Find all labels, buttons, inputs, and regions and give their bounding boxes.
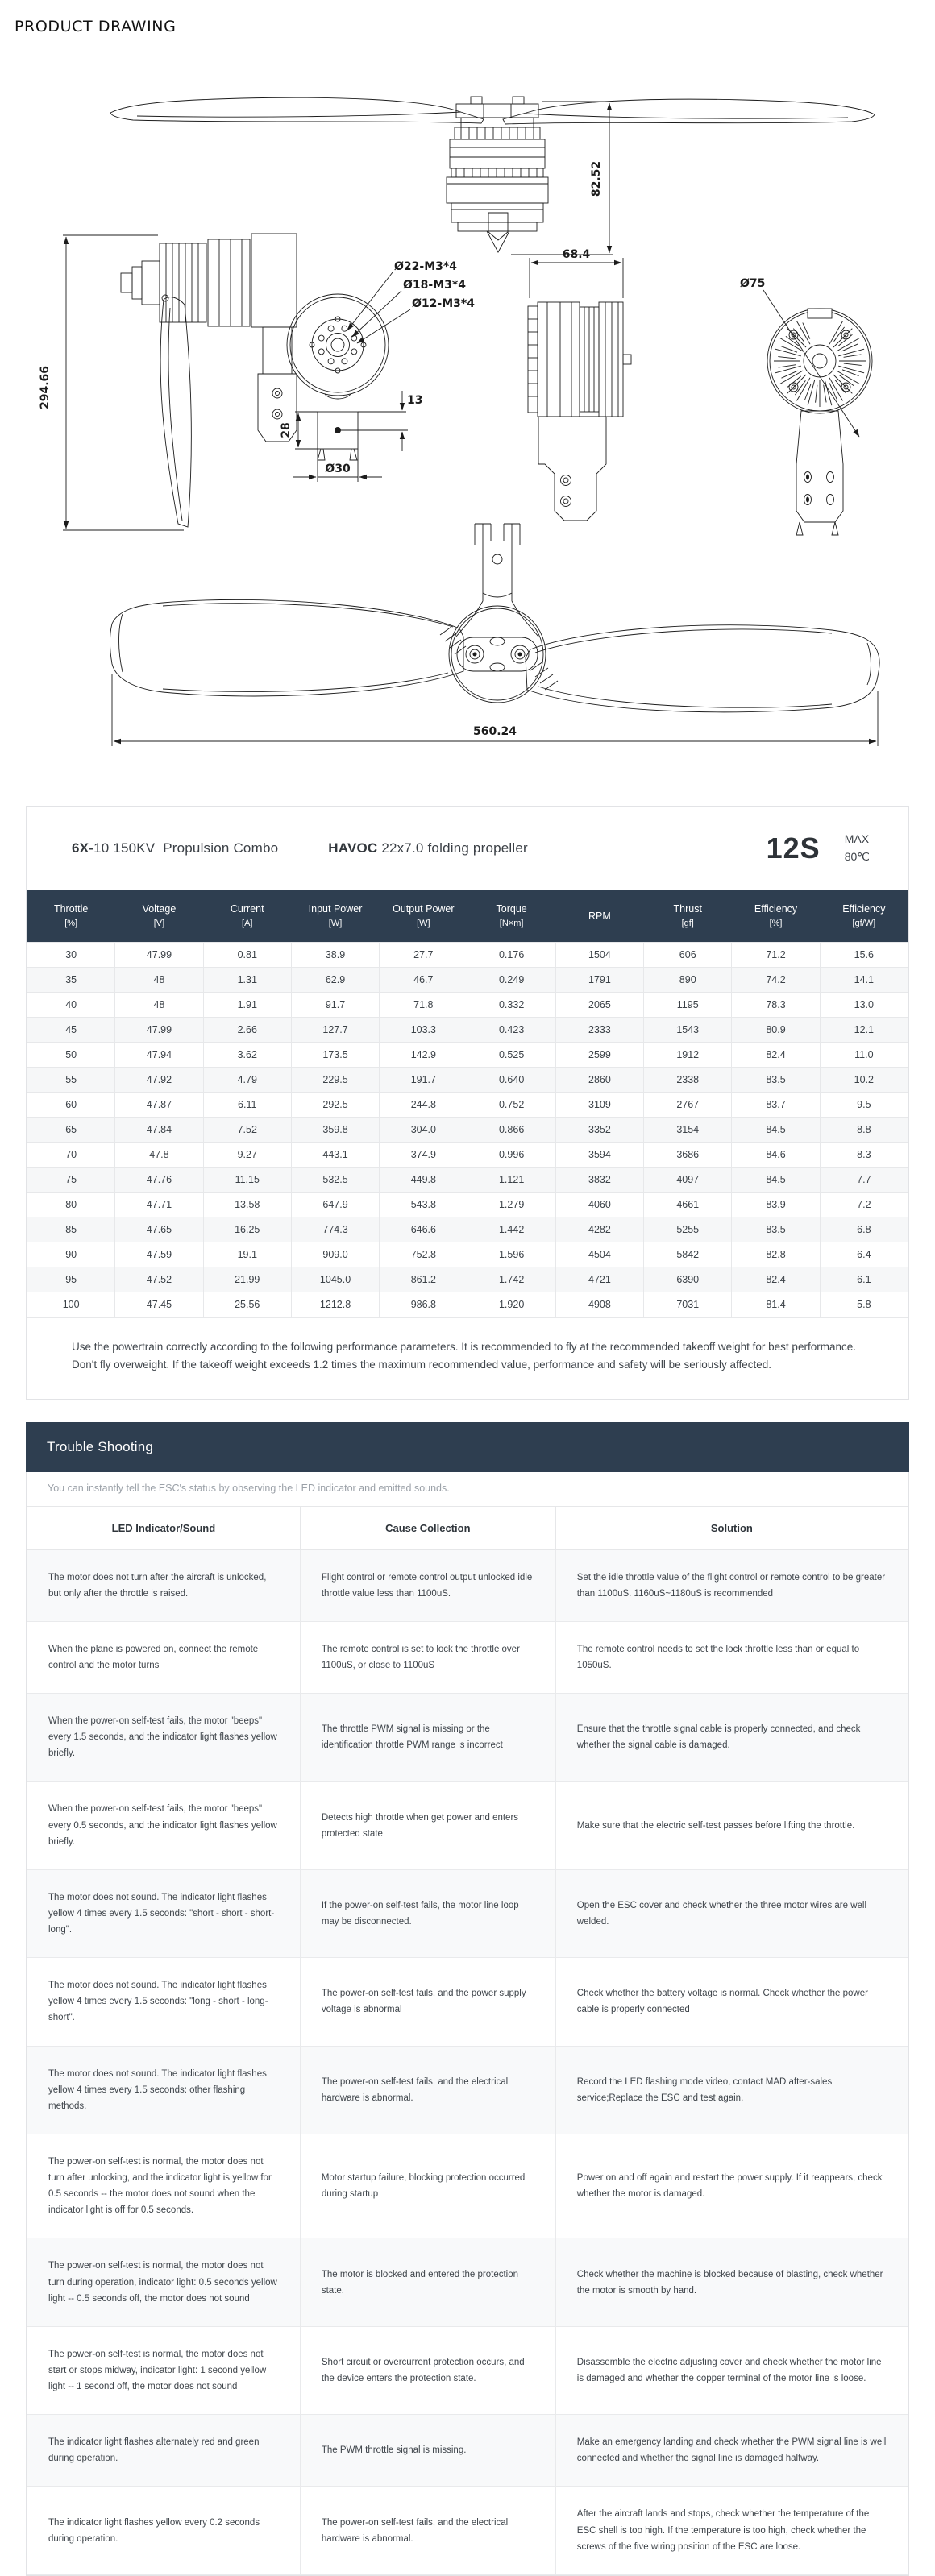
dim-hole-circle-12: Ø12-M3*4: [412, 297, 475, 310]
perf-cell: 4282: [555, 1217, 643, 1242]
perf-cell: 0.249: [468, 968, 555, 993]
perf-cell: 8.8: [820, 1118, 908, 1143]
perf-cell: 861.2: [380, 1267, 468, 1292]
perf-cell: 95: [27, 1267, 115, 1292]
perf-col-header: Voltage [V]: [115, 890, 203, 943]
perf-cell: 47.52: [115, 1267, 203, 1292]
perf-cell: 2333: [555, 1018, 643, 1043]
trouble-cell: The motor does not turn after the aircraft is unlocked, but only after the throttle is raised.: [27, 1549, 301, 1621]
perf-cell: 62.9: [291, 968, 379, 993]
perf-cell: 13.58: [203, 1193, 291, 1217]
perf-cell: 449.8: [380, 1168, 468, 1193]
trouble-cell: The indicator light flashes yellow every 0.2 seconds during operation.: [27, 2487, 301, 2574]
perf-cell: 48: [115, 968, 203, 993]
trouble-row: [27, 2046, 908, 2134]
perf-cell: 4097: [644, 1168, 732, 1193]
perf-cell: 244.8: [380, 1093, 468, 1118]
trouble-cell: The power-on self-test fails, and the electrical hardware is abnormal.: [300, 2046, 555, 2134]
trouble-cell: Flight control or remote control output unlocked idle throttle value less than 1100uS.: [300, 1549, 555, 1621]
battery-rating: 12S: [766, 832, 821, 865]
rating-block: [767, 831, 870, 865]
perf-cell: 40: [27, 993, 115, 1018]
perf-cell: 7.52: [203, 1118, 291, 1143]
trouble-row: [27, 1958, 908, 2046]
dim-folded-length: 294.66: [39, 365, 52, 410]
perf-cell: 45: [27, 1018, 115, 1043]
perf-cell: 1212.8: [291, 1292, 379, 1317]
perf-cell: 646.6: [380, 1217, 468, 1242]
perf-cell: 47.84: [115, 1118, 203, 1143]
perf-cell: 47.92: [115, 1068, 203, 1093]
perf-cell: 6.8: [820, 1217, 908, 1242]
trouble-cell: The motor does not sound. The indicator light flashes yellow 4 times every 1.5 seconds: other flashing methods.: [27, 2046, 301, 2134]
trouble-cell: Motor startup failure, blocking protection occurred during startup: [300, 2134, 555, 2238]
perf-cell: 0.525: [468, 1043, 555, 1068]
perf-cell: 82.4: [732, 1043, 820, 1068]
perf-cell: 16.25: [203, 1217, 291, 1242]
performance-table-body: [27, 943, 908, 1317]
perf-row: [27, 1118, 908, 1143]
perf-row: [27, 1068, 908, 1093]
perf-cell: 78.3: [732, 993, 820, 1018]
perf-cell: 83.5: [732, 1068, 820, 1093]
perf-cell: 84.5: [732, 1168, 820, 1193]
perf-cell: 8.3: [820, 1143, 908, 1168]
perf-cell: 1912: [644, 1043, 732, 1068]
trouble-cell: Make an emergency landing and check whether the PWM signal line is well connected and whether the signal line is damaged halfway.: [555, 2415, 908, 2487]
perf-row: [27, 1267, 908, 1292]
trouble-cell: Record the LED flashing mode video, contact MAD after-sales service;Replace the ESC and test again.: [555, 2046, 908, 2134]
perf-cell: 6.1: [820, 1267, 908, 1292]
perf-cell: 47.8: [115, 1143, 203, 1168]
perf-cell: 25.56: [203, 1292, 291, 1317]
trouble-cell: The motor does not sound. The indicator light flashes yellow 4 times every 1.5 seconds: "short - short - short-long".: [27, 1869, 301, 1957]
perf-cell: 90: [27, 1242, 115, 1267]
motor-side-view: [528, 258, 631, 521]
perf-cell: 5.8: [820, 1292, 908, 1317]
perf-cell: 532.5: [291, 1168, 379, 1193]
perf-cell: 15.6: [820, 943, 908, 968]
perf-cell: 1195: [644, 993, 732, 1018]
perf-cell: 27.7: [380, 943, 468, 968]
trouble-cell: Set the idle throttle value of the flight control or remote control to be greater than 1100uS. 1160uS~1180uS is recommended: [555, 1549, 908, 1621]
perf-cell: 0.176: [468, 943, 555, 968]
perf-cell: 3832: [555, 1168, 643, 1193]
combo-label: Propulsion Combo: [163, 840, 279, 856]
perf-cell: 0.332: [468, 993, 555, 1018]
perf-cell: 2338: [644, 1068, 732, 1093]
propeller-name-bold: HAVOC: [328, 840, 378, 856]
perf-row: [27, 1168, 908, 1193]
perf-row: [27, 1217, 908, 1242]
trouble-row: [27, 1694, 908, 1782]
perf-cell: 100: [27, 1292, 115, 1317]
perf-cell: 85: [27, 1217, 115, 1242]
perf-cell: 47.99: [115, 1018, 203, 1043]
mount-top-view: [287, 272, 410, 482]
dim-side-height: 82.52: [590, 160, 603, 197]
perf-cell: 2065: [555, 993, 643, 1018]
performance-table-head: [27, 890, 908, 943]
dim-folded-span: 560.24: [472, 725, 517, 738]
perf-cell: 2599: [555, 1043, 643, 1068]
perf-cell: 6.4: [820, 1242, 908, 1267]
perf-cell: 1.596: [468, 1242, 555, 1267]
performance-table: [27, 890, 908, 1317]
perf-cell: 46.7: [380, 968, 468, 993]
perf-cell: 50: [27, 1043, 115, 1068]
perf-cell: 304.0: [380, 1118, 468, 1143]
perf-cell: 3154: [644, 1118, 732, 1143]
trouble-row: [27, 2238, 908, 2326]
perf-row: [27, 1018, 908, 1043]
perf-cell: 21.99: [203, 1267, 291, 1292]
perf-cell: 91.7: [291, 993, 379, 1018]
trouble-row: [27, 2415, 908, 2487]
folded-top-view: [110, 524, 879, 746]
propeller-name-rest: 22x7.0 folding propeller: [381, 840, 528, 856]
perf-col-header: Current [A]: [203, 890, 291, 943]
perf-cell: 9.27: [203, 1143, 291, 1168]
perf-cell: 83.7: [732, 1093, 820, 1118]
trouble-cell: Power on and off again and restart the power supply. If it reappears, check whether the motor is damaged.: [555, 2134, 908, 2238]
perf-cell: 909.0: [291, 1242, 379, 1267]
perf-cell: 752.8: [380, 1242, 468, 1267]
max-temp-block: [845, 831, 870, 865]
perf-cell: 2860: [555, 1068, 643, 1093]
perf-cell: 9.5: [820, 1093, 908, 1118]
perf-row: [27, 1193, 908, 1217]
motor-bottom-view: [763, 290, 872, 535]
perf-col-header: Efficiency [%]: [732, 890, 820, 943]
perf-cell: 443.1: [291, 1143, 379, 1168]
perf-cell: 83.9: [732, 1193, 820, 1217]
perf-cell: 3109: [555, 1093, 643, 1118]
perf-cell: 38.9: [291, 943, 379, 968]
usage-note: Use the powertrain correctly according to the following performance parameters. It is recommended to fly at the recommended takeoff weight for best performance. Don't fly overweight. If the takeoff weight exceeds 1.2 times the maximum recommended value, performance and safety will be seriously affected.: [27, 1317, 908, 1399]
perf-cell: 74.2: [732, 968, 820, 993]
perf-cell: 142.9: [380, 1043, 468, 1068]
perf-cell: 2767: [644, 1093, 732, 1118]
perf-cell: 1.442: [468, 1217, 555, 1242]
perf-cell: 4661: [644, 1193, 732, 1217]
dim-motor-diameter: Ø75: [740, 277, 766, 290]
perf-col-header: Input Power [W]: [291, 890, 379, 943]
perf-col-header: Torque [N×m]: [468, 890, 555, 943]
trouble-cell: The indicator light flashes alternately red and green during operation.: [27, 2415, 301, 2487]
perf-cell: 0.81: [203, 943, 291, 968]
perf-cell: 10.2: [820, 1068, 908, 1093]
motor-name-rest: 10 150KV: [94, 840, 156, 856]
perf-row: [27, 943, 908, 968]
combo-header: [27, 807, 908, 890]
perf-row: [27, 1093, 908, 1118]
page-title: PRODUCT DRAWING: [15, 18, 177, 35]
perf-cell: 6390: [644, 1267, 732, 1292]
trouble-cell: The power-on self-test fails, and the power supply voltage is abnormal: [300, 1958, 555, 2046]
perf-cell: 47.45: [115, 1292, 203, 1317]
trouble-cell: Make sure that the electric self-test passes before lifting the throttle.: [555, 1782, 908, 1869]
perf-cell: 1.742: [468, 1267, 555, 1292]
perf-cell: 1.91: [203, 993, 291, 1018]
perf-cell: 6.11: [203, 1093, 291, 1118]
perf-cell: 12.1: [820, 1018, 908, 1043]
dim-hub-offset: 13: [407, 394, 423, 407]
trouble-cell: The power-on self-test fails, and the electrical hardware is abnormal.: [300, 2487, 555, 2574]
perf-cell: 80: [27, 1193, 115, 1217]
perf-cell: 1.121: [468, 1168, 555, 1193]
perf-cell: 103.3: [380, 1018, 468, 1043]
dim-hole-circle-18: Ø18-M3*4: [403, 279, 466, 292]
trouble-row: [27, 2487, 908, 2574]
trouble-cell: Disassemble the electric adjusting cover and check whether the motor line is damaged and whether the copper terminal of the motor line is loose.: [555, 2326, 908, 2414]
perf-cell: 1.920: [468, 1292, 555, 1317]
motor-name-bold: 6X-: [72, 840, 94, 856]
perf-cell: 4908: [555, 1292, 643, 1317]
perf-row: [27, 1043, 908, 1068]
perf-cell: 11.15: [203, 1168, 291, 1193]
perf-cell: 47.59: [115, 1242, 203, 1267]
folded-side-view: [63, 234, 297, 530]
trouble-cell: The motor is blocked and entered the protection state.: [300, 2238, 555, 2326]
trouble-cell: The motor does not sound. The indicator light flashes yellow 4 times every 1.5 seconds: "long - short - long-short".: [27, 1958, 301, 2046]
trouble-header-row: [27, 1506, 908, 1549]
perf-cell: 3.62: [203, 1043, 291, 1068]
trouble-cell: Ensure that the throttle signal cable is properly connected, and check whether the signal cable is damaged.: [555, 1694, 908, 1782]
perf-cell: 374.9: [380, 1143, 468, 1168]
perf-cell: 4060: [555, 1193, 643, 1217]
perf-cell: 82.8: [732, 1242, 820, 1267]
perf-cell: 80.9: [732, 1018, 820, 1043]
perf-row: [27, 1292, 908, 1317]
trouble-cell: The power-on self-test is normal, the motor does not turn after unlocking, and the indicator light is yellow for 0.5 seconds -- the motor does not sound when the indicator light is off for 0.5 seconds.: [27, 2134, 301, 2238]
perf-cell: 55: [27, 1068, 115, 1093]
perf-col-header: Thrust [gf]: [644, 890, 732, 943]
perf-cell: 71.8: [380, 993, 468, 1018]
perf-cell: 65: [27, 1118, 115, 1143]
perf-cell: 3352: [555, 1118, 643, 1143]
dim-hole-circle-22: Ø22-M3*4: [394, 260, 457, 273]
perf-col-header: Throttle [%]: [27, 890, 115, 943]
perf-cell: 47.94: [115, 1043, 203, 1068]
trouble-table-body: [27, 1549, 908, 2574]
perf-cell: 84.5: [732, 1118, 820, 1143]
perf-cell: 127.7: [291, 1018, 379, 1043]
motor-name: [72, 840, 278, 857]
perf-cell: 47.76: [115, 1168, 203, 1193]
trouble-row: [27, 1621, 908, 1693]
perf-cell: 1045.0: [291, 1267, 379, 1292]
perf-cell: 0.423: [468, 1018, 555, 1043]
perf-row: [27, 993, 908, 1018]
trouble-col-header: Cause Collection: [300, 1506, 555, 1549]
perf-cell: 4721: [555, 1267, 643, 1292]
perf-cell: 5255: [644, 1217, 732, 1242]
perf-cell: 191.7: [380, 1068, 468, 1093]
perf-cell: 4504: [555, 1242, 643, 1267]
perf-cell: 0.640: [468, 1068, 555, 1093]
perf-cell: 70: [27, 1143, 115, 1168]
performance-box: [26, 806, 909, 1400]
max-temp: 80℃: [844, 850, 870, 863]
perf-cell: 11.0: [820, 1043, 908, 1068]
perf-row: [27, 1143, 908, 1168]
perf-cell: 1791: [555, 968, 643, 993]
perf-cell: 48: [115, 993, 203, 1018]
trouble-cell: The remote control needs to set the lock throttle less than or equal to 1050uS.: [555, 1621, 908, 1693]
perf-cell: 2.66: [203, 1018, 291, 1043]
trouble-row: [27, 2326, 908, 2414]
side-view-assembly: [110, 97, 875, 255]
perf-cell: 5842: [644, 1242, 732, 1267]
trouble-cell: After the aircraft lands and stops, check whether the temperature of the ESC shell is too high. If the temperature is too high, check whether the screws of the five wiring position of the ESC are loose.: [555, 2487, 908, 2574]
perf-cell: 647.9: [291, 1193, 379, 1217]
perf-cell: 986.8: [380, 1292, 468, 1317]
trouble-row: [27, 1782, 908, 1869]
perf-cell: 0.866: [468, 1118, 555, 1143]
perf-col-header: Output Power [W]: [380, 890, 468, 943]
trouble-row: [27, 1549, 908, 1621]
perf-cell: 229.5: [291, 1068, 379, 1093]
propeller-name: [328, 840, 528, 857]
perf-cell: 0.996: [468, 1143, 555, 1168]
perf-cell: 71.2: [732, 943, 820, 968]
trouble-cell: Short circuit or overcurrent protection occurs, and the device enters the protection state.: [300, 2326, 555, 2414]
trouble-shooting-box: [26, 1472, 909, 2576]
trouble-cell: The power-on self-test is normal, the motor does not start or stops midway, indicator light: 1 second yellow light -- 1 second off, the motor does not sound: [27, 2326, 301, 2414]
trouble-cell: When the power-on self-test fails, the motor "beeps" every 0.5 seconds, and the indicator light flashes yellow briefly.: [27, 1782, 301, 1869]
trouble-table-head: [27, 1506, 908, 1549]
trouble-cell: When the power-on self-test fails, the motor "beeps" every 1.5 seconds, and the indicator light flashes yellow briefly.: [27, 1694, 301, 1782]
perf-cell: 0.752: [468, 1093, 555, 1118]
perf-cell: 359.8: [291, 1118, 379, 1143]
trouble-cell: Check whether the machine is blocked because of blasting, check whether the motor is smooth by hand.: [555, 2238, 908, 2326]
perf-cell: 1504: [555, 943, 643, 968]
trouble-cell: The power-on self-test is normal, the motor does not turn during operation, indicator light: 0.5 seconds yellow light -- 0.5 seconds off, the motor does not sound: [27, 2238, 301, 2326]
perf-cell: 83.5: [732, 1217, 820, 1242]
perf-cell: 4.79: [203, 1068, 291, 1093]
perf-cell: 82.4: [732, 1267, 820, 1292]
product-drawing: [0, 29, 935, 794]
perf-cell: 13.0: [820, 993, 908, 1018]
perf-col-header: Efficiency [gf/W]: [820, 890, 908, 943]
trouble-cell: The remote control is set to lock the throttle over 1100uS, or close to 1100uS: [300, 1621, 555, 1693]
trouble-col-header: LED Indicator/Sound: [27, 1506, 301, 1549]
trouble-cell: The PWM throttle signal is missing.: [300, 2415, 555, 2487]
trouble-cell: Check whether the battery voltage is normal. Check whether the power cable is properly connected: [555, 1958, 908, 2046]
perf-cell: 173.5: [291, 1043, 379, 1068]
trouble-cell: Detects high throttle when get power and enters protected state: [300, 1782, 555, 1869]
perf-cell: 543.8: [380, 1193, 468, 1217]
perf-cell: 1.31: [203, 968, 291, 993]
trouble-cell: If the power-on self-test fails, the motor line loop may be disconnected.: [300, 1869, 555, 1957]
perf-col-header: RPM: [555, 890, 643, 943]
perf-cell: 35: [27, 968, 115, 993]
perf-cell: 30: [27, 943, 115, 968]
perf-cell: 19.1: [203, 1242, 291, 1267]
trouble-intro: You can instantly tell the ESC's status by observing the LED indicator and emitted sounds.: [48, 1482, 450, 1494]
perf-cell: 7031: [644, 1292, 732, 1317]
perf-cell: 60: [27, 1093, 115, 1118]
perf-cell: 47.65: [115, 1217, 203, 1242]
dim-clamp-diameter: Ø30: [325, 463, 351, 475]
perf-row: [27, 1242, 908, 1267]
trouble-shooting-title: Trouble Shooting: [26, 1422, 909, 1472]
perf-cell: 47.99: [115, 943, 203, 968]
trouble-col-header: Solution: [555, 1506, 908, 1549]
perf-cell: 47.71: [115, 1193, 203, 1217]
perf-row: [27, 968, 908, 993]
perf-cell: 7.2: [820, 1193, 908, 1217]
perf-cell: 774.3: [291, 1217, 379, 1242]
trouble-row: [27, 1869, 908, 1957]
perf-cell: 3686: [644, 1143, 732, 1168]
dim-clamp-height: 28: [280, 422, 293, 438]
perf-cell: 606: [644, 943, 732, 968]
trouble-table: [27, 1506, 908, 2575]
max-label: MAX: [844, 832, 870, 846]
perf-cell: 7.7: [820, 1168, 908, 1193]
performance-header-row: [27, 890, 908, 943]
perf-cell: 1.279: [468, 1193, 555, 1217]
perf-cell: 47.87: [115, 1093, 203, 1118]
trouble-cell: The throttle PWM signal is missing or the identification throttle PWM range is incorrect: [300, 1694, 555, 1782]
perf-cell: 81.4: [732, 1292, 820, 1317]
perf-cell: 3594: [555, 1143, 643, 1168]
dim-motor-width: 68.4: [562, 248, 591, 261]
perf-cell: 890: [644, 968, 732, 993]
trouble-cell: Open the ESC cover and check whether the three motor wires are well welded.: [555, 1869, 908, 1957]
perf-cell: 14.1: [820, 968, 908, 993]
perf-cell: 84.6: [732, 1143, 820, 1168]
trouble-cell: When the plane is powered on, connect the remote control and the motor turns: [27, 1621, 301, 1693]
trouble-row: [27, 2134, 908, 2238]
perf-cell: 75: [27, 1168, 115, 1193]
perf-cell: 1543: [644, 1018, 732, 1043]
perf-cell: 292.5: [291, 1093, 379, 1118]
